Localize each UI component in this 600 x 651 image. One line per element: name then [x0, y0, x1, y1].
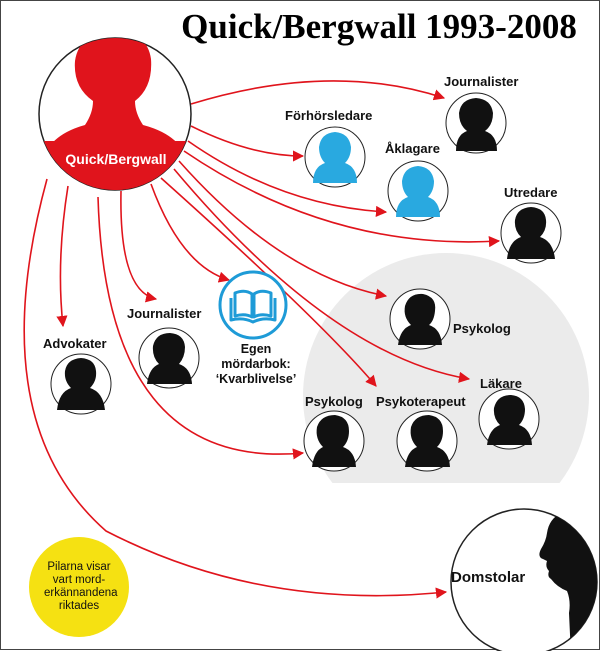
node-forhorsledare [305, 127, 365, 187]
page-title: Quick/Bergwall 1993-2008 [181, 7, 577, 46]
arrow-forhorsledare [191, 126, 303, 156]
node-utredare [501, 203, 561, 263]
label-psykolog-hospital: Psykolog [453, 321, 511, 336]
label-lakare: Läkare [480, 376, 522, 391]
book-caption [213, 342, 299, 387]
arrow-journalister-left [121, 191, 156, 299]
legend-note-text: Pilarna visar vart mord-erkännandena riktades [44, 561, 118, 612]
label-psykolog-lower: Psykolog [305, 394, 363, 409]
book-caption-line: mördarbok: [221, 357, 291, 371]
node-journalister-left [139, 328, 199, 388]
label-domstolar: Domstolar [451, 569, 526, 586]
label-utredare: Utredare [504, 185, 558, 200]
arrow-journalister-top [191, 81, 444, 104]
source-label: Quick/Bergwall [65, 151, 167, 167]
legend-note [29, 537, 129, 637]
label-forhorsledare: Förhörsledare [285, 108, 373, 123]
arrow-book [151, 184, 229, 280]
book-caption-line: Egen [240, 342, 272, 356]
node-psykoterapeut [397, 411, 457, 471]
open-book-icon [220, 272, 286, 338]
node-aklagare [388, 161, 448, 221]
label-journalister-top: Journalister [444, 74, 519, 89]
label-advokater: Advokater [43, 336, 107, 351]
node-advokater [51, 354, 111, 414]
arrow-advokater [60, 186, 68, 326]
source-node [39, 31, 191, 201]
node-psykolog-hospital [390, 289, 450, 349]
label-journalister-left: Journalister [127, 306, 202, 321]
node-psykolog-lower [304, 411, 364, 471]
book-caption-line: ‘Kvarblivelse’ [215, 372, 297, 386]
node-lakare [479, 389, 539, 449]
label-aklagare: Åklagare [385, 141, 440, 156]
label-psykoterapeut: Psykoterapeut [376, 394, 466, 409]
node-journalister-top [446, 93, 506, 153]
